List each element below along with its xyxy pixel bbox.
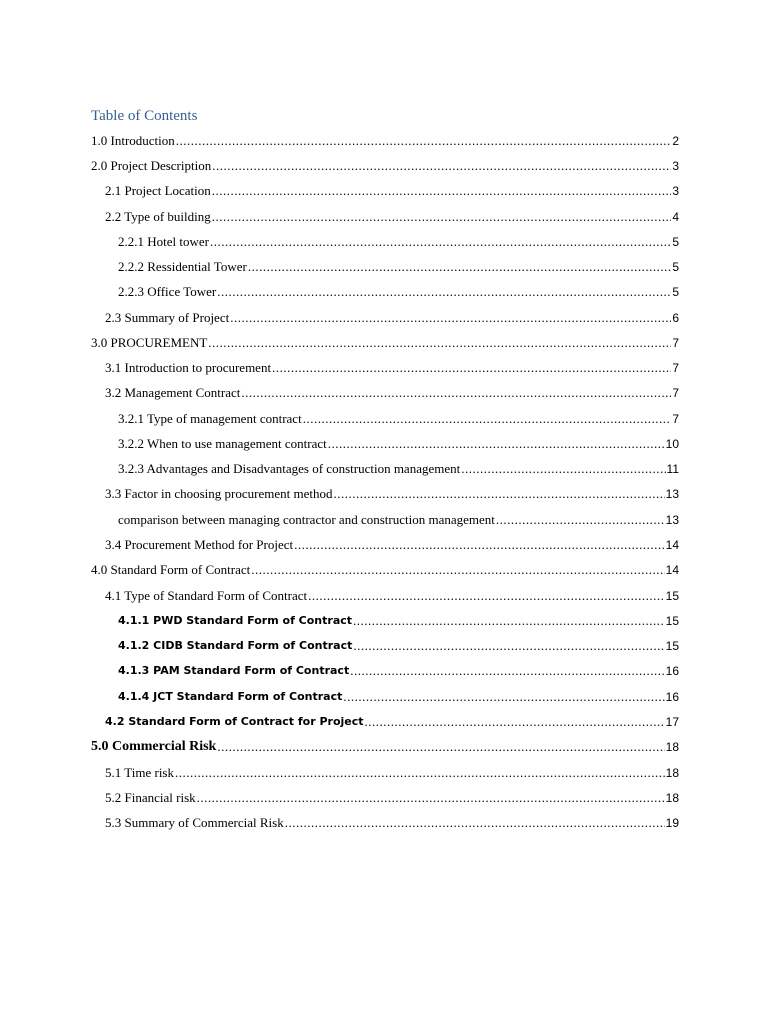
dot-leader bbox=[496, 510, 665, 530]
dot-leader bbox=[176, 131, 672, 151]
toc-entry-label: comparison between managing contractor and construction management bbox=[118, 512, 495, 527]
toc-entry[interactable] bbox=[118, 282, 679, 302]
dot-leader bbox=[365, 712, 665, 732]
toc-entry-label: 2.2.3 Office Tower bbox=[118, 284, 217, 299]
dot-leader bbox=[343, 687, 664, 707]
toc-entry-label: 2.1 Project Location bbox=[105, 183, 211, 198]
toc-entry-label: 4.1.1 PWD Standard Form of Contract bbox=[118, 614, 353, 627]
dot-leader bbox=[175, 763, 665, 783]
toc-entry[interactable] bbox=[91, 560, 679, 580]
toc-entry[interactable] bbox=[91, 131, 679, 151]
dot-leader bbox=[333, 484, 664, 504]
toc-entry-label: 2.2.1 Hotel tower bbox=[118, 234, 209, 249]
dot-leader bbox=[308, 586, 665, 606]
dot-leader bbox=[353, 611, 665, 631]
toc-page-number: 13 bbox=[665, 513, 679, 527]
toc-entry[interactable] bbox=[118, 434, 679, 454]
toc-entry-label: 5.2 Financial risk bbox=[105, 790, 196, 805]
toc-page-number: 15 bbox=[665, 614, 679, 628]
toc-entry-label: 2.3 Summary of Project bbox=[105, 310, 230, 325]
dot-leader bbox=[197, 788, 665, 808]
toc-entry-label: 4.2 Standard Form of Contract for Project bbox=[105, 715, 364, 728]
dot-leader bbox=[272, 358, 671, 378]
dot-leader bbox=[248, 257, 671, 277]
toc-page-number: 19 bbox=[665, 816, 679, 830]
toc-entry[interactable] bbox=[118, 409, 679, 429]
toc-page-number: 18 bbox=[665, 740, 679, 754]
toc-entry-label: 4.1.4 JCT Standard Form of Contract bbox=[118, 690, 343, 703]
toc-page-number: 4 bbox=[672, 210, 679, 224]
dot-leader bbox=[217, 282, 671, 302]
toc-entry[interactable] bbox=[118, 232, 679, 252]
toc-entry[interactable] bbox=[118, 611, 679, 631]
toc-entry-label: 2.0 Project Description bbox=[91, 158, 212, 173]
toc-entry[interactable] bbox=[118, 459, 679, 479]
dot-leader bbox=[212, 207, 672, 227]
toc-entry-label: 5.1 Time risk bbox=[105, 765, 174, 780]
toc-entry-label: 4.1.3 PAM Standard Form of Contract bbox=[118, 664, 350, 677]
toc-page-number: 15 bbox=[665, 639, 679, 653]
dot-leader bbox=[350, 661, 664, 681]
toc-entry-label: 3.1 Introduction to procurement bbox=[105, 360, 272, 375]
toc-entry-label: 4.0 Standard Form of Contract bbox=[91, 562, 251, 577]
toc-entry[interactable] bbox=[105, 383, 679, 403]
toc-page-number: 14 bbox=[665, 538, 679, 552]
toc-entry-label: 4.1 Type of Standard Form of Contract bbox=[105, 588, 308, 603]
toc-entry[interactable] bbox=[118, 636, 679, 656]
dot-leader bbox=[212, 156, 671, 176]
toc-page-number: 16 bbox=[665, 690, 679, 704]
toc-entry[interactable] bbox=[105, 712, 679, 732]
dot-leader bbox=[353, 636, 664, 656]
toc-entry[interactable] bbox=[105, 484, 679, 504]
dot-leader bbox=[294, 535, 665, 555]
toc-page-number: 11 bbox=[666, 462, 679, 476]
dot-leader bbox=[461, 459, 665, 479]
toc-entry[interactable] bbox=[118, 257, 679, 277]
toc-entry-label: 3.0 PROCUREMENT bbox=[91, 335, 208, 350]
toc-page-number: 13 bbox=[665, 487, 679, 501]
toc-page-number: 7 bbox=[672, 361, 679, 375]
toc-entry-label: 4.1.2 CIDB Standard Form of Contract bbox=[118, 639, 353, 652]
toc-entry[interactable] bbox=[105, 207, 679, 227]
toc-entry-label: 5.0 Commercial Risk bbox=[91, 739, 217, 754]
toc-page-number: 10 bbox=[665, 437, 679, 451]
toc-entry-label: 1.0 Introduction bbox=[91, 133, 175, 148]
toc-title: Table of Contents bbox=[91, 108, 198, 124]
dot-leader bbox=[241, 383, 671, 403]
toc-page-number: 18 bbox=[665, 791, 679, 805]
toc-entry[interactable] bbox=[118, 661, 679, 681]
toc-entry[interactable] bbox=[118, 510, 679, 530]
toc-entry[interactable] bbox=[105, 788, 679, 808]
toc-page-number: 16 bbox=[665, 664, 679, 678]
toc-page-number: 3 bbox=[672, 159, 679, 173]
toc-page-number: 17 bbox=[665, 715, 679, 729]
toc-entry[interactable] bbox=[118, 687, 679, 707]
dot-leader bbox=[303, 409, 672, 429]
dot-leader bbox=[251, 560, 664, 580]
dot-leader bbox=[210, 232, 671, 252]
dot-leader bbox=[285, 813, 665, 833]
toc-page-number: 2 bbox=[672, 134, 679, 148]
toc-entry[interactable] bbox=[105, 813, 679, 833]
toc-entry-label: 3.2.2 When to use management contract bbox=[118, 436, 327, 451]
toc-entry[interactable] bbox=[105, 308, 679, 328]
toc-entry[interactable] bbox=[105, 763, 679, 783]
toc-entry-label: 3.4 Procurement Method for Project bbox=[105, 537, 294, 552]
toc-entry-label: 5.3 Summary of Commercial Risk bbox=[105, 815, 284, 830]
dot-leader bbox=[230, 308, 671, 328]
toc-entry-label: 3.3 Factor in choosing procurement method bbox=[105, 486, 333, 501]
toc-page-number: 3 bbox=[672, 184, 679, 198]
dot-leader bbox=[328, 434, 665, 454]
toc-entry-label: 2.2.2 Ressidential Tower bbox=[118, 259, 247, 274]
toc-entry[interactable] bbox=[105, 586, 679, 606]
toc-page-number: 5 bbox=[672, 285, 679, 299]
toc-page-number: 18 bbox=[665, 766, 679, 780]
dot-leader bbox=[217, 737, 664, 757]
toc-page-number: 7 bbox=[672, 412, 679, 426]
toc-entry-label: 3.2.1 Type of management contract bbox=[118, 411, 302, 426]
toc-entry[interactable] bbox=[105, 358, 679, 378]
toc-entry[interactable] bbox=[105, 181, 679, 201]
toc-page-number: 5 bbox=[672, 260, 679, 274]
toc-entry-label: 3.2 Management Contract bbox=[105, 385, 241, 400]
toc-entry[interactable] bbox=[91, 737, 679, 757]
toc-page-number: 15 bbox=[665, 589, 679, 603]
toc-entry[interactable] bbox=[91, 333, 679, 353]
toc-page-number: 14 bbox=[665, 563, 679, 577]
dot-leader bbox=[208, 333, 671, 353]
toc-page-number: 6 bbox=[672, 311, 679, 325]
toc-entry[interactable] bbox=[91, 156, 679, 176]
dot-leader bbox=[212, 181, 672, 201]
toc-entry-label: 2.2 Type of building bbox=[105, 209, 211, 224]
toc-page-number: 7 bbox=[672, 386, 679, 400]
toc-entry-label: 3.2.3 Advantages and Disadvantages of construction management bbox=[118, 461, 461, 476]
toc-entry[interactable] bbox=[105, 535, 679, 555]
toc-page-number: 7 bbox=[672, 336, 679, 350]
toc-page-number: 5 bbox=[672, 235, 679, 249]
